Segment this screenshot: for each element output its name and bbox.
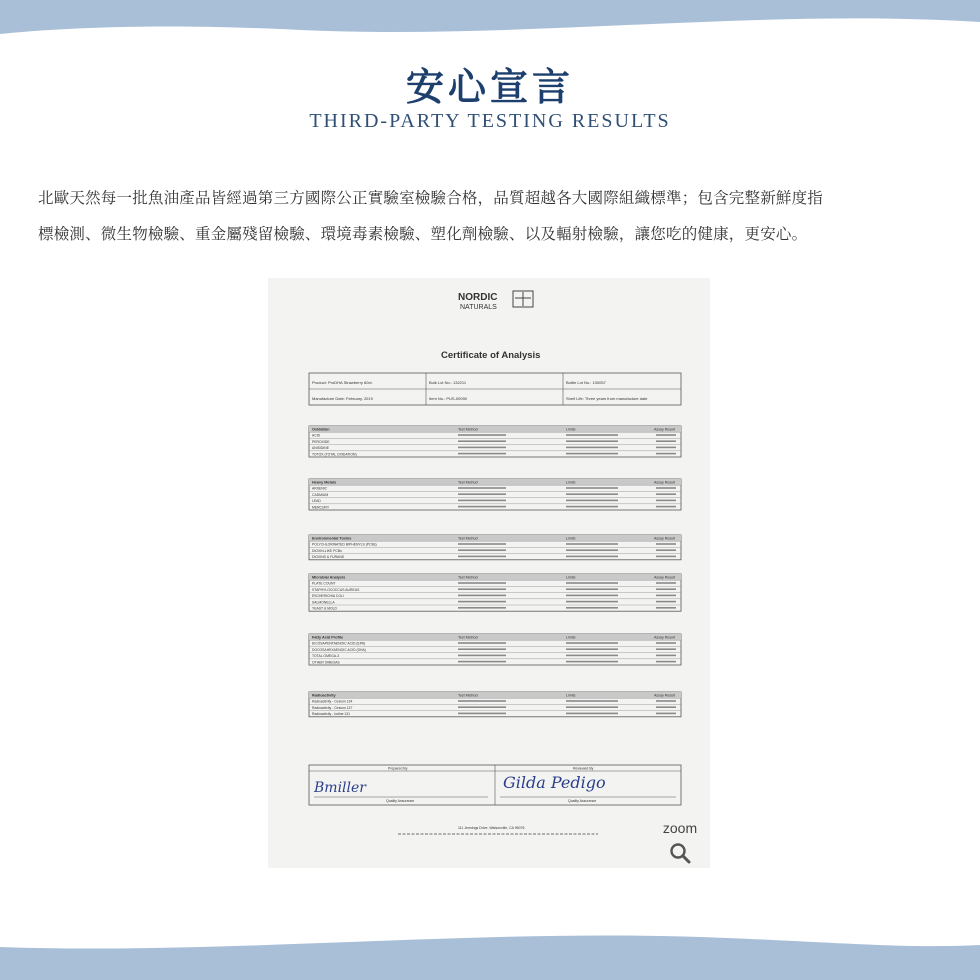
result-row-method-text: [458, 595, 506, 597]
result-row-result-text: [656, 713, 676, 715]
column-header-limits: Limits: [566, 635, 576, 640]
result-row-limit-text: [566, 648, 618, 650]
result-row-limit-text: [566, 713, 618, 715]
result-row-label: ARSENIC: [312, 486, 328, 491]
result-row-method-text: [458, 434, 506, 436]
results-section: [309, 479, 681, 510]
result-row-result-text: [656, 706, 676, 708]
result-row-method-text: [458, 500, 506, 502]
section-title: Radioactivity: [312, 693, 336, 698]
result-row-limit-text: [566, 493, 618, 495]
certificate-results-tables: [309, 426, 681, 717]
result-row-method-text: [458, 556, 506, 558]
result-row-method-text: [458, 648, 506, 650]
zoom-control[interactable]: [650, 820, 710, 868]
column-header-method: Test Method: [458, 575, 478, 580]
result-row-label: PEROXIDE: [312, 439, 330, 444]
intro-line-1: 北歐天然每一批魚油產品皆經過第三方國際公正實驗室檢驗合格，品質超越各大國際組織標準；包含完整新鮮度指: [38, 189, 824, 207]
section-header-bar: [309, 479, 681, 485]
result-row-method-text: [458, 543, 506, 545]
result-row-label: Radioactivity - Cesium 137: [312, 705, 353, 710]
section-title: Microbial Analysis: [312, 575, 346, 580]
result-row-label: TOTOX (TOTAL OXIDATION): [312, 452, 357, 457]
result-row-method-text: [458, 607, 506, 609]
result-row-result-text: [656, 447, 676, 449]
result-row-label: STAPHYLOCOCCUS AUREUS: [312, 587, 360, 592]
result-row-result-text: [656, 453, 676, 455]
column-header-result: Assay Result: [654, 693, 675, 698]
result-row-limit-text: [566, 582, 618, 584]
result-row-limit-text: [566, 500, 618, 502]
certificate-image[interactable]: [268, 278, 710, 868]
result-row-label: ANISIDINE: [312, 446, 329, 451]
result-row-result-text: [656, 588, 676, 590]
result-row-limit-text: [566, 601, 618, 603]
top-wave-decoration: [0, 0, 980, 40]
column-header-method: Test Method: [458, 635, 478, 640]
result-row-label: PLATE COUNT: [312, 581, 336, 586]
result-row-limit-text: [566, 556, 618, 558]
result-row-method-text: [458, 642, 506, 644]
result-row-result-text: [656, 543, 676, 545]
intro-paragraph: [38, 180, 948, 252]
reviewed-by-label: Reviewed By: [573, 766, 594, 771]
certificate-info-table: [309, 373, 681, 405]
result-row-limit-text: [566, 447, 618, 449]
result-row-limit-text: [566, 607, 618, 609]
section-header-bar: [309, 426, 681, 432]
result-row-result-text: [656, 493, 676, 495]
column-header-method: Test Method: [458, 480, 478, 485]
result-row-label: DOCOSAHEXAENOIC ACID (DHA): [312, 647, 366, 652]
result-row-label: POLYCHLORINATED BIPHENYLS (PCBs): [312, 542, 377, 547]
column-header-result: Assay Result: [654, 536, 675, 541]
result-row-limit-text: [566, 440, 618, 442]
result-row-label: DIOXIN-LIKE PCBs: [312, 548, 342, 553]
certificate-logo-line1: NORDIC: [458, 292, 498, 303]
bottom-wave-decoration: [0, 925, 980, 980]
result-row-label: SALMONELLA: [312, 600, 335, 605]
info-manufacture-date: Manufacture Date: February, 2019: [312, 396, 373, 401]
certificate-signature-block: [309, 765, 681, 805]
result-row-method-text: [458, 588, 506, 590]
page-subtitle: THIRD-PARTY TESTING RESULTS: [309, 110, 671, 132]
info-shelf-life: Shelf Life: Three years from manufacture date: [566, 396, 648, 401]
result-row-result-text: [656, 607, 676, 609]
result-row-label: TOTAL OMEGA-3: [312, 654, 340, 659]
result-row-limit-text: [566, 642, 618, 644]
result-row-result-text: [656, 487, 676, 489]
result-row-method-text: [458, 506, 506, 508]
info-product: Product: ProDHA Strawberry 60ct.: [312, 380, 373, 385]
column-header-result: Assay Result: [654, 575, 675, 580]
result-row-result-text: [656, 440, 676, 442]
result-row-method-text: [458, 706, 506, 708]
result-row-limit-text: [566, 453, 618, 455]
result-row-result-text: [656, 500, 676, 502]
column-header-limits: Limits: [566, 427, 576, 432]
result-row-result-text: [656, 506, 676, 508]
result-row-limit-text: [566, 595, 618, 597]
section-title: Environmental Toxins: [312, 536, 352, 541]
section-title: Fatty Acid Profile: [312, 635, 344, 640]
result-row-method-text: [458, 582, 506, 584]
result-row-method-text: [458, 493, 506, 495]
result-row-result-text: [656, 582, 676, 584]
certificate-heading: Certificate of Analysis: [441, 350, 541, 361]
results-section: [309, 692, 681, 717]
result-row-result-text: [656, 642, 676, 644]
result-row-method-text: [458, 440, 506, 442]
section-header-bar: [309, 574, 681, 580]
section-header-bar: [309, 634, 681, 640]
result-row-label: OTHER OMEGAS: [312, 660, 340, 665]
result-row-label: DIOXINS & FURANS: [312, 555, 345, 560]
certificate-footer: 111 Jennings Drive, Watsonville, CA 95076: [458, 826, 525, 830]
result-row-label: MERCURY: [312, 505, 330, 510]
result-row-limit-text: [566, 506, 618, 508]
result-row-result-text: [656, 648, 676, 650]
result-row-method-text: [458, 700, 506, 702]
result-row-result-text: [656, 655, 676, 657]
result-row-label: YEAST & MOLD: [312, 606, 337, 611]
page-title: 安心宣言: [405, 65, 574, 109]
reviewed-role: Quality Assurance: [568, 799, 597, 803]
column-header-method: Test Method: [458, 536, 478, 541]
result-row-method-text: [458, 549, 506, 551]
column-header-result: Assay Result: [654, 427, 675, 432]
magnifier-icon[interactable]: [650, 842, 710, 868]
result-row-method-text: [458, 601, 506, 603]
prepared-by-label: Prepared By: [388, 766, 408, 771]
column-header-result: Assay Result: [654, 480, 675, 485]
info-item-no: Item No.: PUS-00090: [429, 396, 468, 401]
result-row-limit-text: [566, 434, 618, 436]
result-row-limit-text: [566, 700, 618, 702]
result-row-result-text: [656, 700, 676, 702]
result-row-label: EICOSAPENTAENOIC ACID (EPA): [312, 641, 366, 646]
intro-line-2: 標檢測、微生物檢驗、重金屬殘留檢驗、環境毒素檢驗、塑化劑檢驗、以及輻射檢驗，讓您吃的健康，更安心。: [38, 225, 808, 243]
result-row-label: CADMIUM: [312, 492, 329, 497]
result-row-limit-text: [566, 661, 618, 663]
result-row-result-text: [656, 556, 676, 558]
result-row-method-text: [458, 487, 506, 489]
result-row-limit-text: [566, 655, 618, 657]
info-bottle-lot: Bottle Lot No.: 130057: [566, 380, 606, 385]
result-row-method-text: [458, 453, 506, 455]
result-row-label: LEAD: [312, 499, 321, 504]
prepared-role: Quality Assurance: [386, 799, 415, 803]
result-row-label: ESCHERICHIA COLI: [312, 594, 344, 599]
column-header-limits: Limits: [566, 693, 576, 698]
column-header-limits: Limits: [566, 480, 576, 485]
column-header-method: Test Method: [458, 693, 478, 698]
certificate-logo-line2: NATURALS: [460, 304, 497, 311]
result-row-limit-text: [566, 549, 618, 551]
results-section: [309, 426, 681, 457]
section-title: Heavy Metals: [312, 480, 337, 485]
results-section: [309, 634, 681, 665]
result-row-method-text: [458, 447, 506, 449]
info-bulk-lot: Bulk Lot No.: 132211: [429, 380, 467, 385]
section-title: Oxidation: [312, 427, 330, 432]
results-section: [309, 535, 681, 560]
result-row-limit-text: [566, 543, 618, 545]
column-header-method: Test Method: [458, 427, 478, 432]
results-section: [309, 574, 681, 611]
certificate-document: [268, 278, 710, 868]
column-header-limits: Limits: [566, 575, 576, 580]
result-row-result-text: [656, 595, 676, 597]
section-header-bar: [309, 535, 681, 541]
result-row-method-text: [458, 655, 506, 657]
result-row-result-text: [656, 434, 676, 436]
result-row-limit-text: [566, 706, 618, 708]
result-row-method-text: [458, 661, 506, 663]
result-row-label: ACID: [312, 433, 321, 438]
result-row-limit-text: [566, 487, 618, 489]
result-row-result-text: [656, 601, 676, 603]
column-header-limits: Limits: [566, 536, 576, 541]
result-row-label: Radioactivity - Cesium 134: [312, 699, 353, 704]
column-header-result: Assay Result: [654, 635, 675, 640]
prepared-signature: Bmiller: [314, 780, 366, 796]
result-row-label: Radioactivity - Iodine 131: [312, 712, 351, 717]
result-row-result-text: [656, 549, 676, 551]
section-header-bar: [309, 692, 681, 698]
result-row-method-text: [458, 713, 506, 715]
zoom-label[interactable]: zoom: [662, 820, 698, 836]
result-row-result-text: [656, 661, 676, 663]
result-row-limit-text: [566, 588, 618, 590]
reviewed-signature: Gilda Pedigo: [503, 773, 606, 792]
